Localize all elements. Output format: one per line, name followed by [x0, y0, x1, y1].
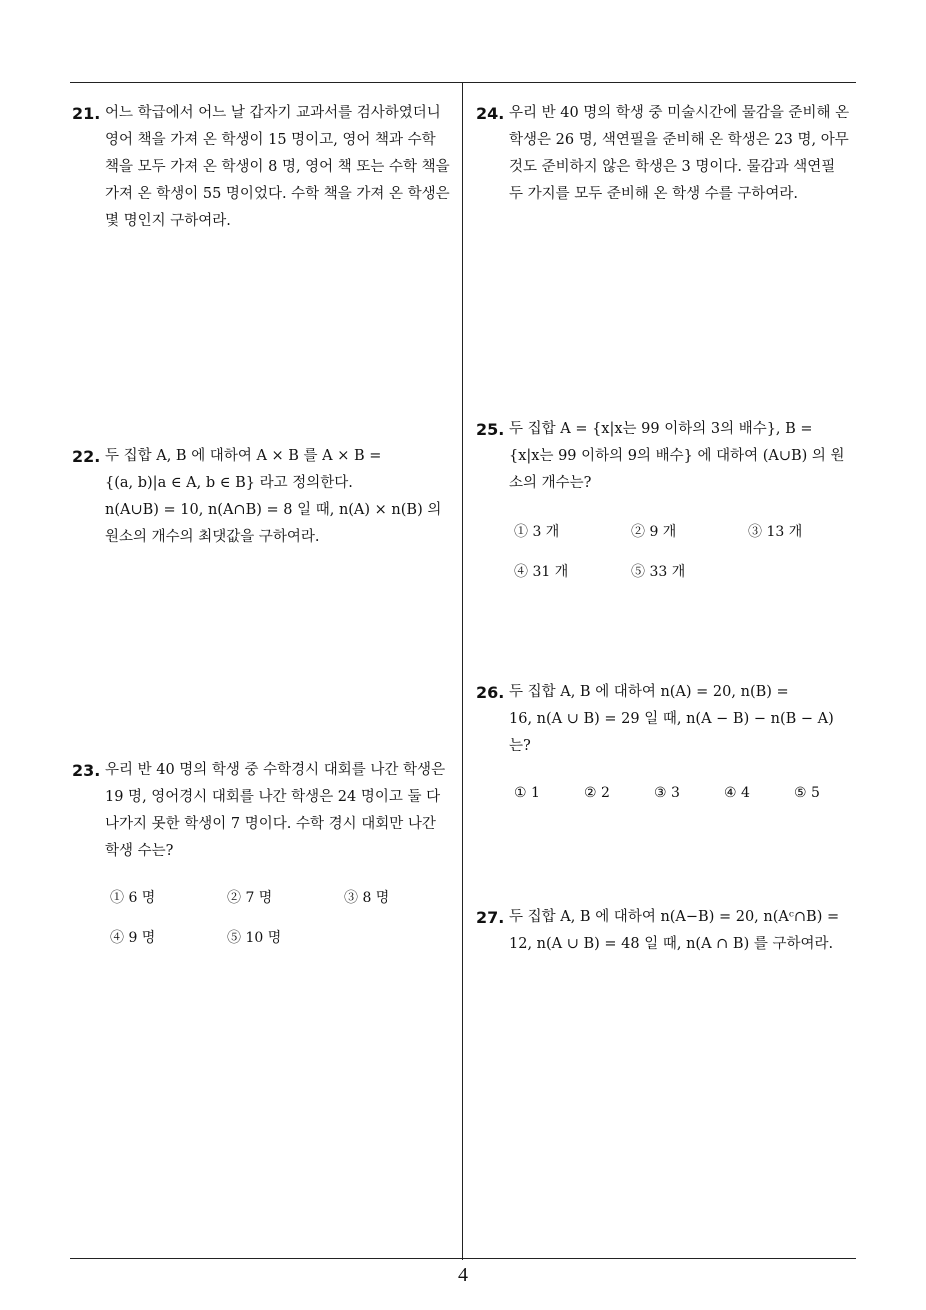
- choice-2[interactable]: ② 9 개: [631, 524, 677, 540]
- question-text-line: 두 집합 A, B 에 대하여 n(A−B) = 20, n(Aᶜ∩B) =: [509, 909, 840, 925]
- question-text-line: 어느 학급에서 어느 날 갑자기 교과서를 검사하였더니: [105, 105, 441, 121]
- question-text-line: 12, n(A ∪ B) = 48 일 때, n(A ∩ B) 를 구하여라.: [509, 936, 834, 952]
- question-27: [476, 904, 859, 958]
- question-text-line: {x|x는 99 이하의 9의 배수} 에 대하여 (A∪B) 의 원: [509, 448, 845, 464]
- question-number: 22.: [72, 447, 101, 466]
- page-number: 4: [458, 1264, 468, 1286]
- question-text-line: 16, n(A ∪ B) = 29 일 때, n(A − B) − n(B − A): [509, 711, 834, 727]
- choice-2[interactable]: ② 2: [584, 785, 610, 801]
- choice-4[interactable]: ④ 9 명: [110, 930, 156, 946]
- question-text-line: 두 집합 A = {x|x는 99 이하의 3의 배수}, B =: [509, 421, 813, 437]
- column-divider: [462, 83, 463, 1260]
- question-text-line: 몇 명인지 구하여라.: [105, 213, 231, 229]
- question-number: 25.: [476, 420, 505, 439]
- choice-5[interactable]: ⑤ 10 명: [227, 930, 282, 946]
- bottom-rule: [70, 1258, 856, 1259]
- question-22: [72, 443, 457, 551]
- question-number: 23.: [72, 761, 101, 780]
- question-text-line: 학생 수는?: [105, 843, 174, 859]
- question-number: 21.: [72, 104, 101, 123]
- question-23: [72, 757, 457, 865]
- question-number: 24.: [476, 104, 505, 123]
- choice-1[interactable]: ① 6 명: [110, 890, 156, 906]
- question-text-line: 소의 개수는?: [509, 475, 592, 491]
- question-number: 26.: [476, 683, 505, 702]
- choice-4[interactable]: ④ 31 개: [514, 564, 569, 580]
- choice-3[interactable]: ③ 13 개: [748, 524, 803, 540]
- question-21: [72, 100, 457, 235]
- choice-1[interactable]: ① 3 개: [514, 524, 560, 540]
- question-text-line: {(a, b)|a ∈ A, b ∈ B} 라고 정의한다.: [105, 475, 353, 491]
- choice-3[interactable]: ③ 8 명: [344, 890, 390, 906]
- choice-3[interactable]: ③ 3: [654, 785, 680, 801]
- question-text-line: 두 집합 A, B 에 대하여 n(A) = 20, n(B) =: [509, 684, 789, 700]
- question-text-line: 영어 책을 가져 온 학생이 15 명이고, 영어 책과 수학: [105, 132, 436, 148]
- choice-4[interactable]: ④ 4: [724, 785, 750, 801]
- question-text-line: 나가지 못한 학생이 7 명이다. 수학 경시 대회만 나간: [105, 816, 436, 832]
- choice-5[interactable]: ⑤ 5: [794, 785, 820, 801]
- question-text-line: 우리 반 40 명의 학생 중 미술시간에 물감을 준비해 온: [509, 105, 850, 121]
- question-text-line: 것도 준비하지 않은 학생은 3 명이다. 물감과 색연필: [509, 159, 836, 175]
- question-text-line: 우리 반 40 명의 학생 중 수학경시 대회를 나간 학생은: [105, 762, 446, 778]
- question-25: [476, 416, 859, 497]
- question-text-line: n(A∪B) = 10, n(A∩B) = 8 일 때, n(A) × n(B) 의: [105, 502, 442, 518]
- choice-5[interactable]: ⑤ 33 개: [631, 564, 686, 580]
- question-text-line: 두 집합 A, B 에 대하여 A × B 를 A × B =: [105, 448, 382, 464]
- question-text-line: 는?: [509, 738, 531, 754]
- question-24: [476, 100, 859, 208]
- question-text-line: 학생은 26 명, 색연필을 준비해 온 학생은 23 명, 아무: [509, 132, 849, 148]
- question-number: 27.: [476, 908, 505, 927]
- question-text-line: 원소의 개수의 최댓값을 구하여라.: [105, 529, 320, 545]
- question-text-line: 19 명, 영어경시 대회를 나간 학생은 24 명이고 둘 다: [105, 789, 441, 805]
- question-text-line: 책을 모두 가져 온 학생이 8 명, 영어 책 또는 수학 책을: [105, 159, 450, 175]
- choice-1[interactable]: ① 1: [514, 785, 540, 801]
- question-text-line: 가져 온 학생이 55 명이었다. 수학 책을 가져 온 학생은: [105, 186, 450, 202]
- top-rule: [70, 82, 856, 83]
- choice-2[interactable]: ② 7 명: [227, 890, 273, 906]
- question-26: [476, 679, 859, 760]
- question-text-line: 두 가지를 모두 준비해 온 학생 수를 구하여라.: [509, 186, 798, 202]
